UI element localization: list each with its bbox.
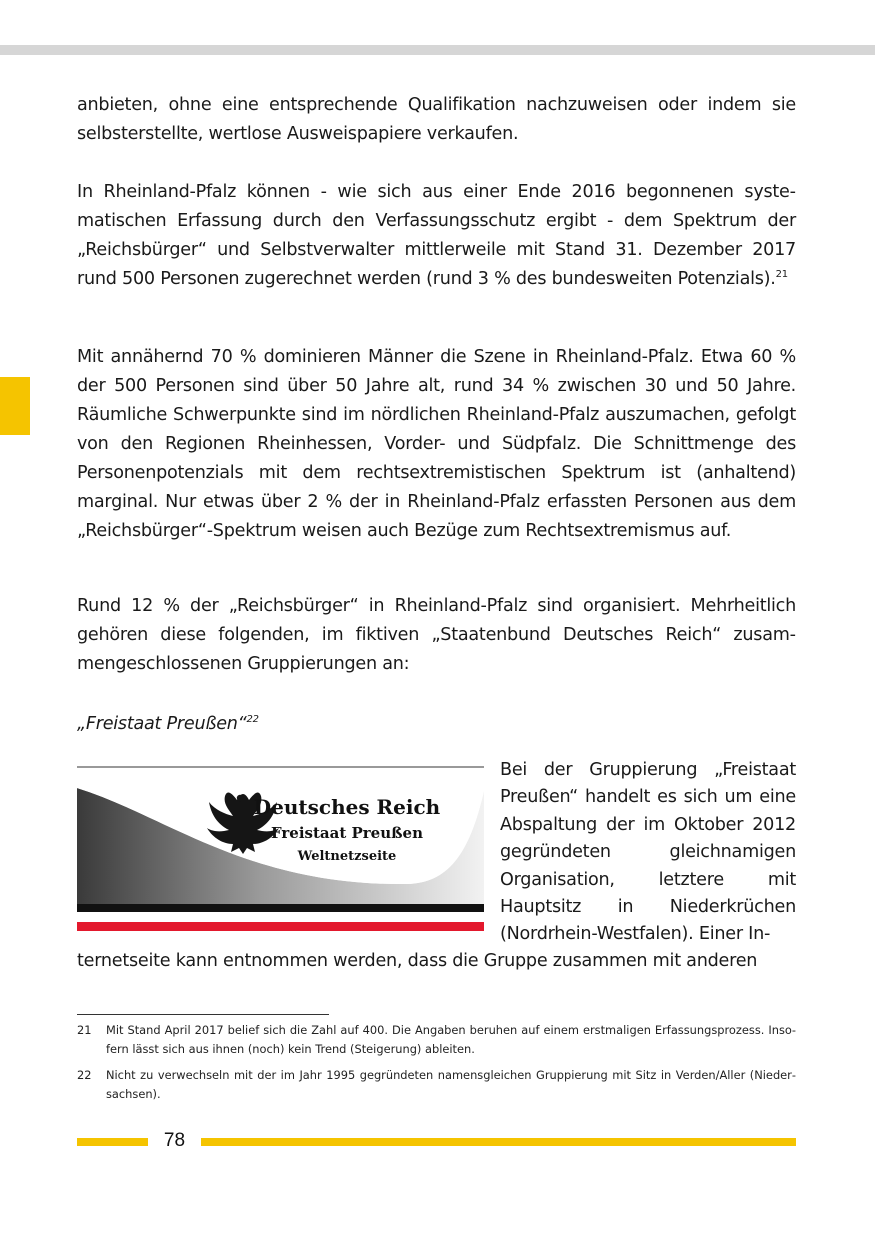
paragraph-3: Mit annähernd 70 % dominieren Männer die Szene in Rheinland-Pfalz. Etwa 60 % der 500 Personen sind über 50 Jahre alt, rund 34 % zwischen 30 und 50 Jahre. Räumliche Schwerpunkte sind im nördlichen Rheinland-Pfalz auszumachen, gefolgt von den Regionen Rheinhessen, Vorder- und Südpfalz. Die Schnittmenge des Personenpotenzials mit dem rechtsextremistischen Spektrum ist (anhaltend) marginal. Nur etwas über 2 % der in Rheinland-Pfalz erfassten Personen aus dem „Reichsbürger“-Spektrum weisen auch Bezüge zum Rechtsextremismus auf. bbox=[77, 347, 796, 541]
page-number: 78 bbox=[163, 1130, 186, 1151]
footnote-number: 21 bbox=[77, 1023, 92, 1037]
footnote-ref-21[interactable]: 21 bbox=[775, 269, 788, 281]
footnote-text: Nicht zu verwechseln mit der im Jahr 1995 gegründeten namensgleichen Gruppierung mit Sitz in Verden/Aller (Niedersachsen). bbox=[106, 1068, 796, 1101]
chapter-tab-marker bbox=[0, 377, 30, 435]
banner-black-stripe bbox=[77, 904, 484, 912]
paragraph-2 bbox=[77, 178, 796, 294]
footer-bar-right bbox=[201, 1138, 796, 1146]
header-rule bbox=[0, 45, 875, 55]
section-side-text: Bei der Gruppierung „Freistaat Preußen“ handelt es sich um eine Abspaltung der im Oktober 2012 gegründeten gleichnamigen Organisation, letztere mit Hauptsitz in Niederkrüchen (Nordrhein-Westfalen). Einer In- bbox=[500, 760, 796, 945]
paragraph-1: anbieten, ohne eine entsprechende Qualifikation nachzuweisen oder indem sie selbsterstellte, wertlose Ausweispapiere verkaufen. bbox=[77, 95, 796, 144]
banner-subtitle: Freistaat Preußen bbox=[271, 824, 423, 842]
section-heading bbox=[77, 710, 259, 739]
footnote-text: Mit Stand April 2017 belief sich die Zahl auf 400. Die Angaben beruhen auf einem erstmaligen Erfassungsprozess. Insofern lässt sich aus ihnen (noch) kein Trend (Steigerung) ableiten. bbox=[106, 1023, 796, 1056]
freistaat-preussen-banner bbox=[77, 766, 484, 936]
paragraph-2-text: In Rheinland-Pfalz können - wie sich aus einer Ende 2016 begonnenen systematischen Erfassung durch den Verfassungsschutz ergibt - dem Spektrum der „Reichsbürger“ und Selbstverwalter mittlerweile mit Stand 31. Dezember 2017 rund 500 Personen zugerechnet werden (rund 3 % des bundesweiten Potenzials). bbox=[77, 182, 796, 289]
footnote-separator bbox=[77, 1014, 329, 1015]
banner-title: Deutsches Reich bbox=[253, 795, 441, 819]
footnote-21 bbox=[77, 1021, 796, 1059]
paragraph-4: Rund 12 % der „Reichsbürger“ in Rheinland-Pfalz sind organisiert. Mehrheitlich gehören diese folgenden, im fiktiven „Staatenbund Deutsches Reich“ zusammengeschlossenen Gruppierungen an: bbox=[77, 596, 796, 674]
banner-caption: Weltnetzseite bbox=[297, 849, 397, 864]
footnote-number: 22 bbox=[77, 1068, 92, 1082]
footnote-ref-22[interactable]: 22 bbox=[246, 714, 259, 726]
banner-white-stripe bbox=[77, 912, 484, 922]
banner-graphic bbox=[77, 766, 484, 936]
section-heading-text: „Freistaat Preußen“ bbox=[77, 714, 247, 734]
footer-bar-left bbox=[77, 1138, 148, 1146]
footnote-22 bbox=[77, 1066, 796, 1104]
banner-red-stripe bbox=[77, 922, 484, 931]
section-continuation-text: ternetseite kann entnommen werden, dass die Gruppe zusammen mit anderen bbox=[77, 951, 758, 971]
